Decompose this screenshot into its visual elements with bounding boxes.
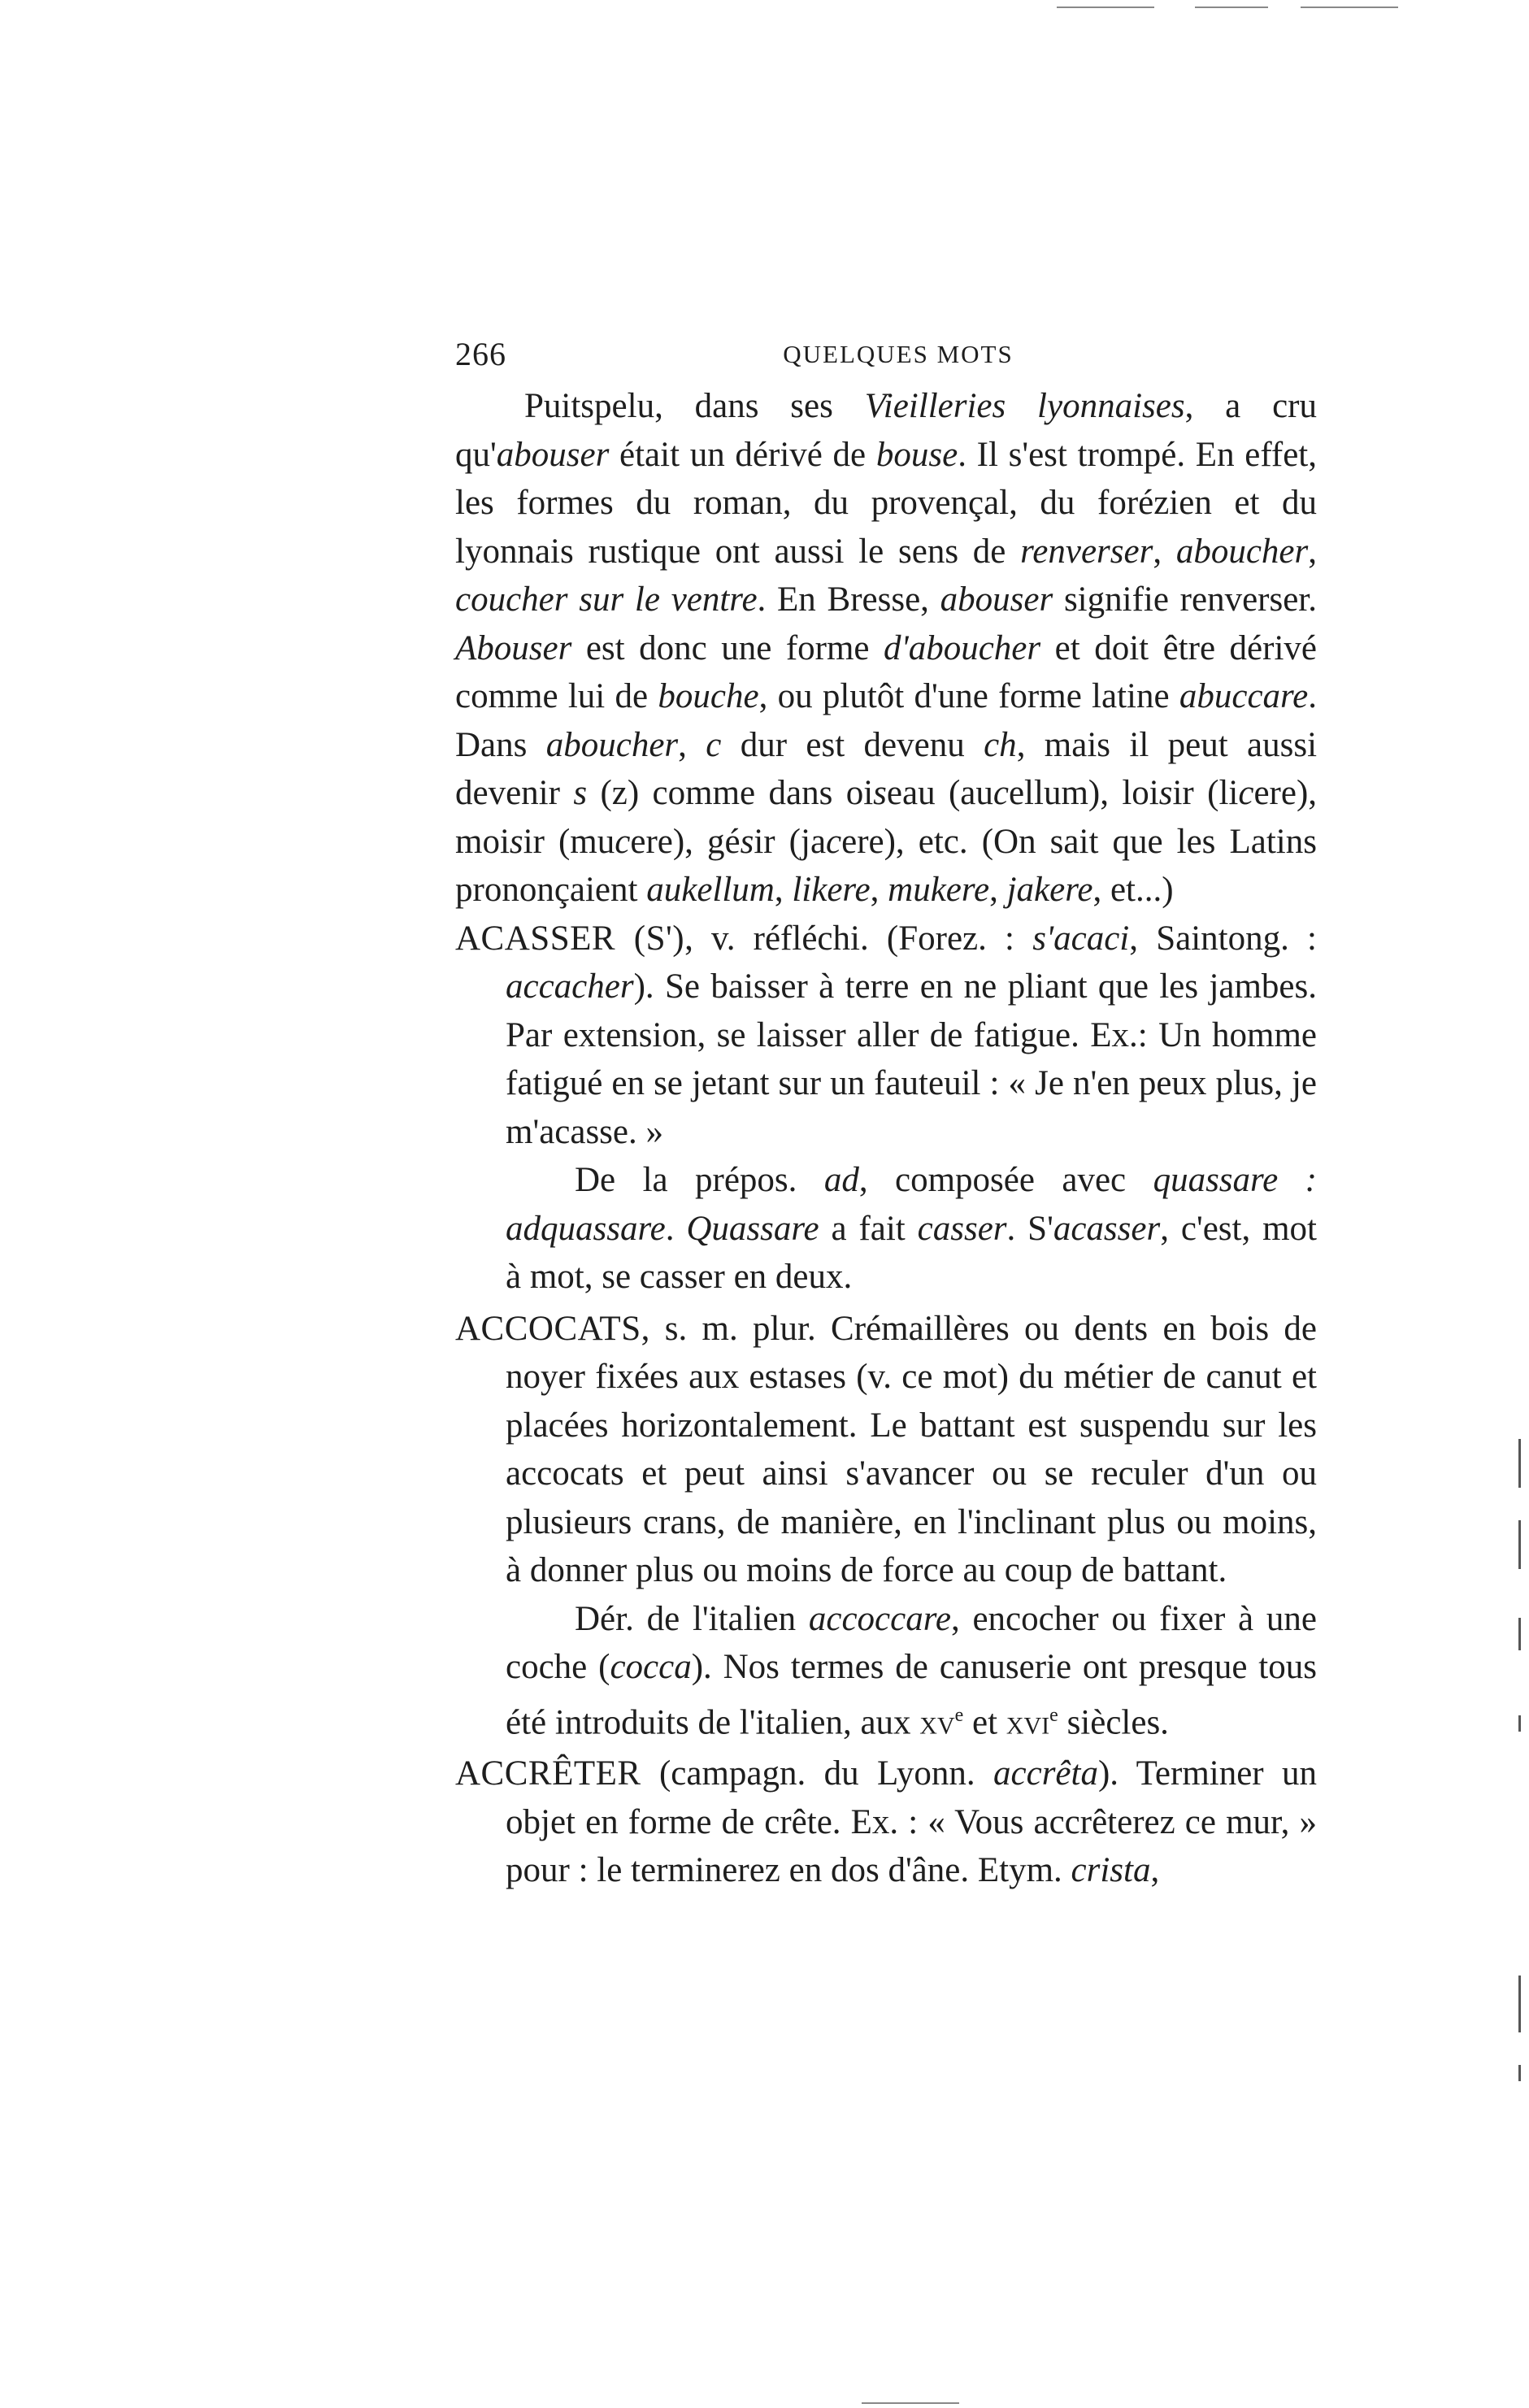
dictionary-entry: ACCOCATS, s. m. plur. Crémaillères ou dents en bois de noyer fixées aux estases (v. ce mot) du métier de canut et placées horizontalement. Le battant est suspendu sur les accocats et peut ainsi s'avancer ou se reculer d'un ou plusieurs crans, de manière, en l'inclinant plus ou moins, à donner plus ou moins de force au coup de battant.: [455, 1309, 1317, 1589]
page-header: [455, 325, 1341, 374]
scan-margin-mark: [1518, 1715, 1521, 1732]
paragraph: Puitspelu, dans ses Vieilleries lyonnaises, a cru qu'abouser était un dérivé de bouse. Il s'est trompé. En effet, les formes du roman, du provençal, du forézien et du lyonnais rustique ont aussi le sens de renverser, aboucher, coucher sur le ventre. En Bresse, abouser signifie renverser. Abouser est donc une forme d'aboucher et doit être dérivé comme lui de bouche, ou plutôt d'une forme latine abuccare. Dans aboucher, c dur est devenu ch, mais il peut aussi devenir s (z) comme dans oiseau (aucellum), loisir (licere), moisir (mucere), gésir (jacere), etc. (On sait que les Latins prononçaient aukellum, likere, mukere, jakere, et...): [455, 387, 1318, 909]
body-text: [455, 382, 1317, 1895]
running-title: QUELQUES MOTS: [783, 340, 1014, 368]
etymology-paragraph: De la prépos. ad, composée avec quassare : adquassare. Quassare a fait casser. S'acasser, c'est, mot à mot, se casser en deux.: [506, 1161, 1317, 1296]
headword: ACCOCATS: [455, 1309, 641, 1348]
headword: ACASSER (S'): [455, 919, 685, 958]
etymology-paragraph: Dér. de l'italien accoccare, encocher ou fixer à une coche (cocca). Nos termes de canuserie ont presque tous été introduits de l'italien, aux $xv^e$ et xvi$^e$ siècles.: [506, 1599, 1317, 1741]
scan-margin-mark: [1518, 2065, 1521, 2081]
scan-edge-line: [1057, 7, 1154, 8]
page-number: 266: [455, 336, 506, 372]
scan-edge-line: [1301, 7, 1398, 8]
dictionary-entry: ACCRÊTER (campagn. du Lyonn. accrêta). Terminer un objet en forme de crête. Ex. : « Vous accrêterez ce mur, » pour : le terminerez en dos d'âne. Etym. crista,: [455, 1754, 1317, 1890]
scan-margin-mark: [1518, 1976, 1521, 2032]
scan-margin-mark: [1518, 1439, 1521, 1488]
dictionary-entry: ACASSER (S'), v. réfléchi. (Forez. : s'acaci, Saintong. : accacher). Se baisser à terre en ne pliant que les jambes. Par extension, se laisser aller de fatigue. Ex.: Un homme fatigué en se jetant sur un fauteuil : « Je n'en peux plus, je m'acasse. »: [455, 919, 1317, 1151]
headword: ACCRÊTER: [455, 1754, 641, 1793]
scan-edge-line: [862, 2402, 959, 2404]
scan-edge-line: [1195, 7, 1268, 8]
scan-margin-mark: [1518, 1520, 1521, 1569]
scan-margin-mark: [1518, 1618, 1521, 1650]
